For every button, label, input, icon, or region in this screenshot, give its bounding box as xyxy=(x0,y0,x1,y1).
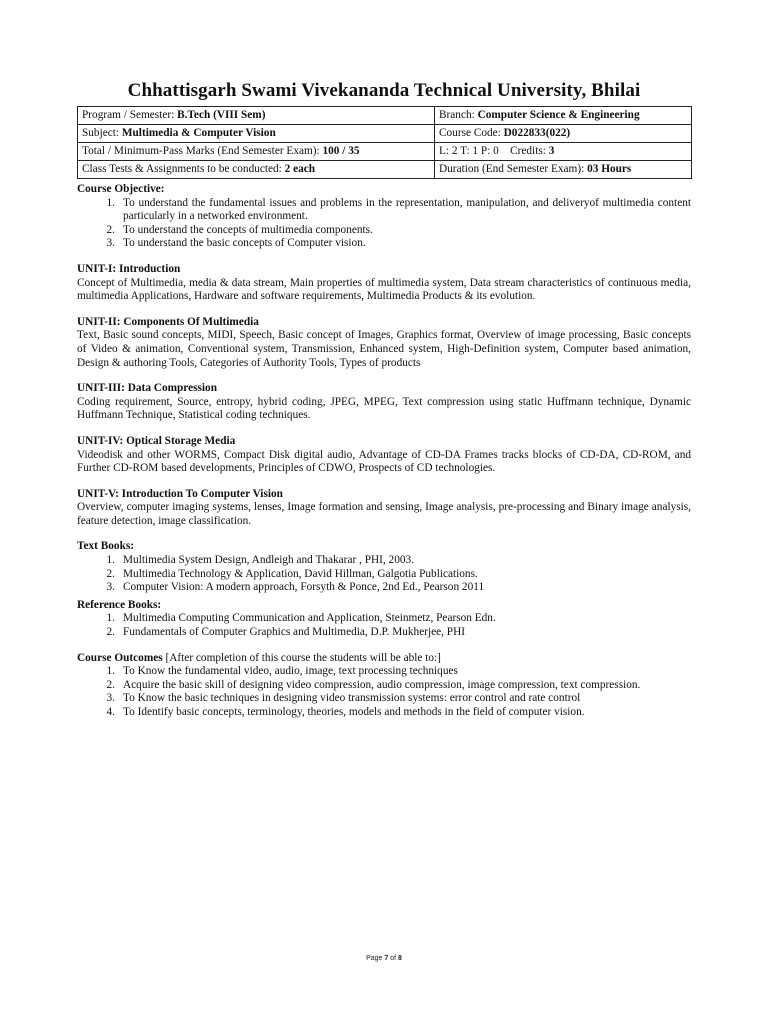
item-number: 4. xyxy=(106,706,115,718)
item-number: 1. xyxy=(106,612,115,625)
item-text: To Know the basic techniques in designing video transmission systems: error control and rate control xyxy=(123,692,581,705)
marks-cell xyxy=(78,143,435,161)
unit-4-section xyxy=(77,435,691,476)
table-row xyxy=(78,107,692,125)
item-number: 2. xyxy=(106,626,115,639)
page-total: 8 xyxy=(398,955,402,962)
list-item xyxy=(97,612,691,626)
section-heading xyxy=(77,652,691,666)
duration-label: Duration (End Semester Exam): xyxy=(439,163,588,175)
list-item xyxy=(97,692,691,706)
tests-label: Class Tests & Assignments to be conducted: xyxy=(82,163,285,175)
table-row xyxy=(78,161,692,179)
section-heading: Reference Books: xyxy=(77,598,162,611)
unit-1-section xyxy=(77,263,691,304)
list-item xyxy=(97,197,691,224)
list-item xyxy=(97,626,691,640)
item-text: Multimedia Computing Communication and Application, Steinmetz, Pearson Edn. xyxy=(123,612,496,625)
list-item xyxy=(97,581,691,595)
duration-cell xyxy=(435,161,692,179)
reference-books-list xyxy=(77,612,691,639)
course-code-value: D022833(022) xyxy=(503,127,571,139)
unit-text: Concept of Multimedia, media & data stream, Main properties of multimedia system, Data stream characteristics of continuous media, multimedia Applications, Hardware and software requirements, Multimedia Products & its evolution. xyxy=(77,276,691,303)
outcomes-intro: [After completion of this course the students will be able to:] xyxy=(162,651,441,664)
item-text: Multimedia System Design, Andleigh and Thakarar , PHI, 2003. xyxy=(123,554,414,567)
item-text: To understand the concepts of multimedia components. xyxy=(123,223,373,236)
list-item xyxy=(97,568,691,582)
tests-cell xyxy=(78,161,435,179)
item-number: 3. xyxy=(106,581,115,594)
tests-value: 2 each xyxy=(284,163,316,175)
item-number: 3. xyxy=(106,692,115,705)
item-number: 1. xyxy=(106,554,115,567)
branch-value: Computer Science & Engineering xyxy=(477,109,640,121)
branch-label: Branch: xyxy=(439,109,478,121)
item-text: Fundamentals of Computer Graphics and Multimedia, D.P. Mukherjee, PHI xyxy=(123,626,465,639)
ltp-label: L: 2 T: 1 P: 0 Credits: xyxy=(439,145,549,157)
item-text: To understand the basic concepts of Computer vision. xyxy=(123,237,366,250)
section-heading: Course Objective: xyxy=(77,183,165,195)
page-footer xyxy=(0,955,768,962)
item-text: To Identify basic concepts, terminology, theories, models and methods in the field of computer vision. xyxy=(123,706,585,718)
list-item xyxy=(97,237,691,251)
item-text: To Know the fundamental video, audio, image, text processing techniques xyxy=(123,665,458,678)
item-text: To understand the fundamental issues and problems in the representation, manipulation, and deliveryof multimedia content particularly in a networked environment. xyxy=(123,196,691,223)
item-number: 3. xyxy=(106,237,115,250)
course-outcomes-section xyxy=(77,652,691,720)
item-text: Multimedia Technology & Application, David Hillman, Galgotia Publications. xyxy=(123,567,478,580)
subject-label: Subject: xyxy=(82,127,122,139)
item-number: 2. xyxy=(106,678,115,691)
course-code-cell xyxy=(435,125,692,143)
page-number: 7 xyxy=(384,955,389,962)
list-item xyxy=(97,665,691,679)
page-mid: of xyxy=(388,955,399,962)
program-cell xyxy=(78,107,435,125)
outcomes-heading: Course Outcomes xyxy=(77,651,163,664)
section-heading: Text Books: xyxy=(77,540,135,553)
item-number: 2. xyxy=(106,223,115,236)
course-code-label: Course Code: xyxy=(439,127,504,139)
credits-value: 3 xyxy=(548,145,555,157)
program-label: Program / Semester: xyxy=(82,109,178,121)
ltp-cell xyxy=(435,143,692,161)
program-value: B.Tech (VIII Sem) xyxy=(177,109,266,121)
unit-5-section xyxy=(77,488,691,529)
page-title: Chhattisgarh Swami Vivekananda Technical University, Bhilai xyxy=(127,80,641,101)
item-number: 1. xyxy=(106,196,115,209)
item-text: Computer Vision: A modern approach, Forsyth & Ponce, 2nd Ed., Pearson 2011 xyxy=(123,581,485,594)
marks-label: Total / Minimum-Pass Marks (End Semester Exam): xyxy=(82,145,323,157)
unit-heading: UNIT-V: Introduction To Computer Vision xyxy=(77,487,283,500)
unit-text: Text, Basic sound concepts, MIDI, Speech, Basic concept of Images, Graphics format, Overview of image processing, Basic concepts of Video & animation, Conventional system, Transmission, Enhanced system, High-Definition system, Computer based animation, Design & authoring Tools, Categories of Authority Tools, Types of products xyxy=(77,329,691,369)
duration-value: 03 Hours xyxy=(587,163,632,175)
subject-value: Multimedia & Computer Vision xyxy=(121,127,276,139)
list-item xyxy=(97,224,691,238)
reference-books-section xyxy=(77,599,691,640)
text-books-list xyxy=(77,554,691,595)
unit-text: Overview, computer imaging systems, lenses, Image formation and sensing, Image analysis, pre-processing and Binary image analysis, feature detection, image classification. xyxy=(77,501,691,527)
table-row xyxy=(78,125,692,143)
item-number: 2. xyxy=(106,567,115,580)
course-objective-section xyxy=(77,183,691,251)
list-item xyxy=(97,706,691,720)
marks-value: 100 / 35 xyxy=(322,145,360,157)
document-page xyxy=(77,80,691,720)
subject-cell xyxy=(78,125,435,143)
list-item xyxy=(97,554,691,568)
text-books-section xyxy=(77,540,691,594)
unit-3-section xyxy=(77,382,691,423)
unit-text: Videodisk and other WORMS, Compact Disk digital audio, Advantage of CD-DA Frames tracks blocks of CD-DA, CD-ROM, and Further CD-ROM based developments, Principles of CDWO, Prospects of CD technologies. xyxy=(77,448,691,475)
unit-2-section xyxy=(77,316,691,370)
page-prefix: Page xyxy=(366,955,385,962)
unit-heading: UNIT-III: Data Compression xyxy=(77,382,217,395)
table-row xyxy=(78,143,692,161)
branch-cell xyxy=(435,107,692,125)
unit-heading: UNIT-I: Introduction xyxy=(77,262,181,275)
list-item xyxy=(97,679,691,693)
unit-text: Coding requirement, Source, entropy, hybrid coding, JPEG, MPEG, Text compression using static Huffmann technique, Dynamic Huffmann Technique, Statistical coding techniques. xyxy=(77,395,691,422)
item-number: 1. xyxy=(106,665,115,678)
outcomes-list xyxy=(77,665,691,719)
unit-heading: UNIT-II: Components Of Multimedia xyxy=(77,315,259,328)
unit-heading: UNIT-IV: Optical Storage Media xyxy=(77,434,236,447)
course-info-table xyxy=(77,106,692,179)
objective-list xyxy=(77,197,691,251)
item-text: Acquire the basic skill of designing video compression, audio compression, image compression, text compression. xyxy=(123,678,641,691)
